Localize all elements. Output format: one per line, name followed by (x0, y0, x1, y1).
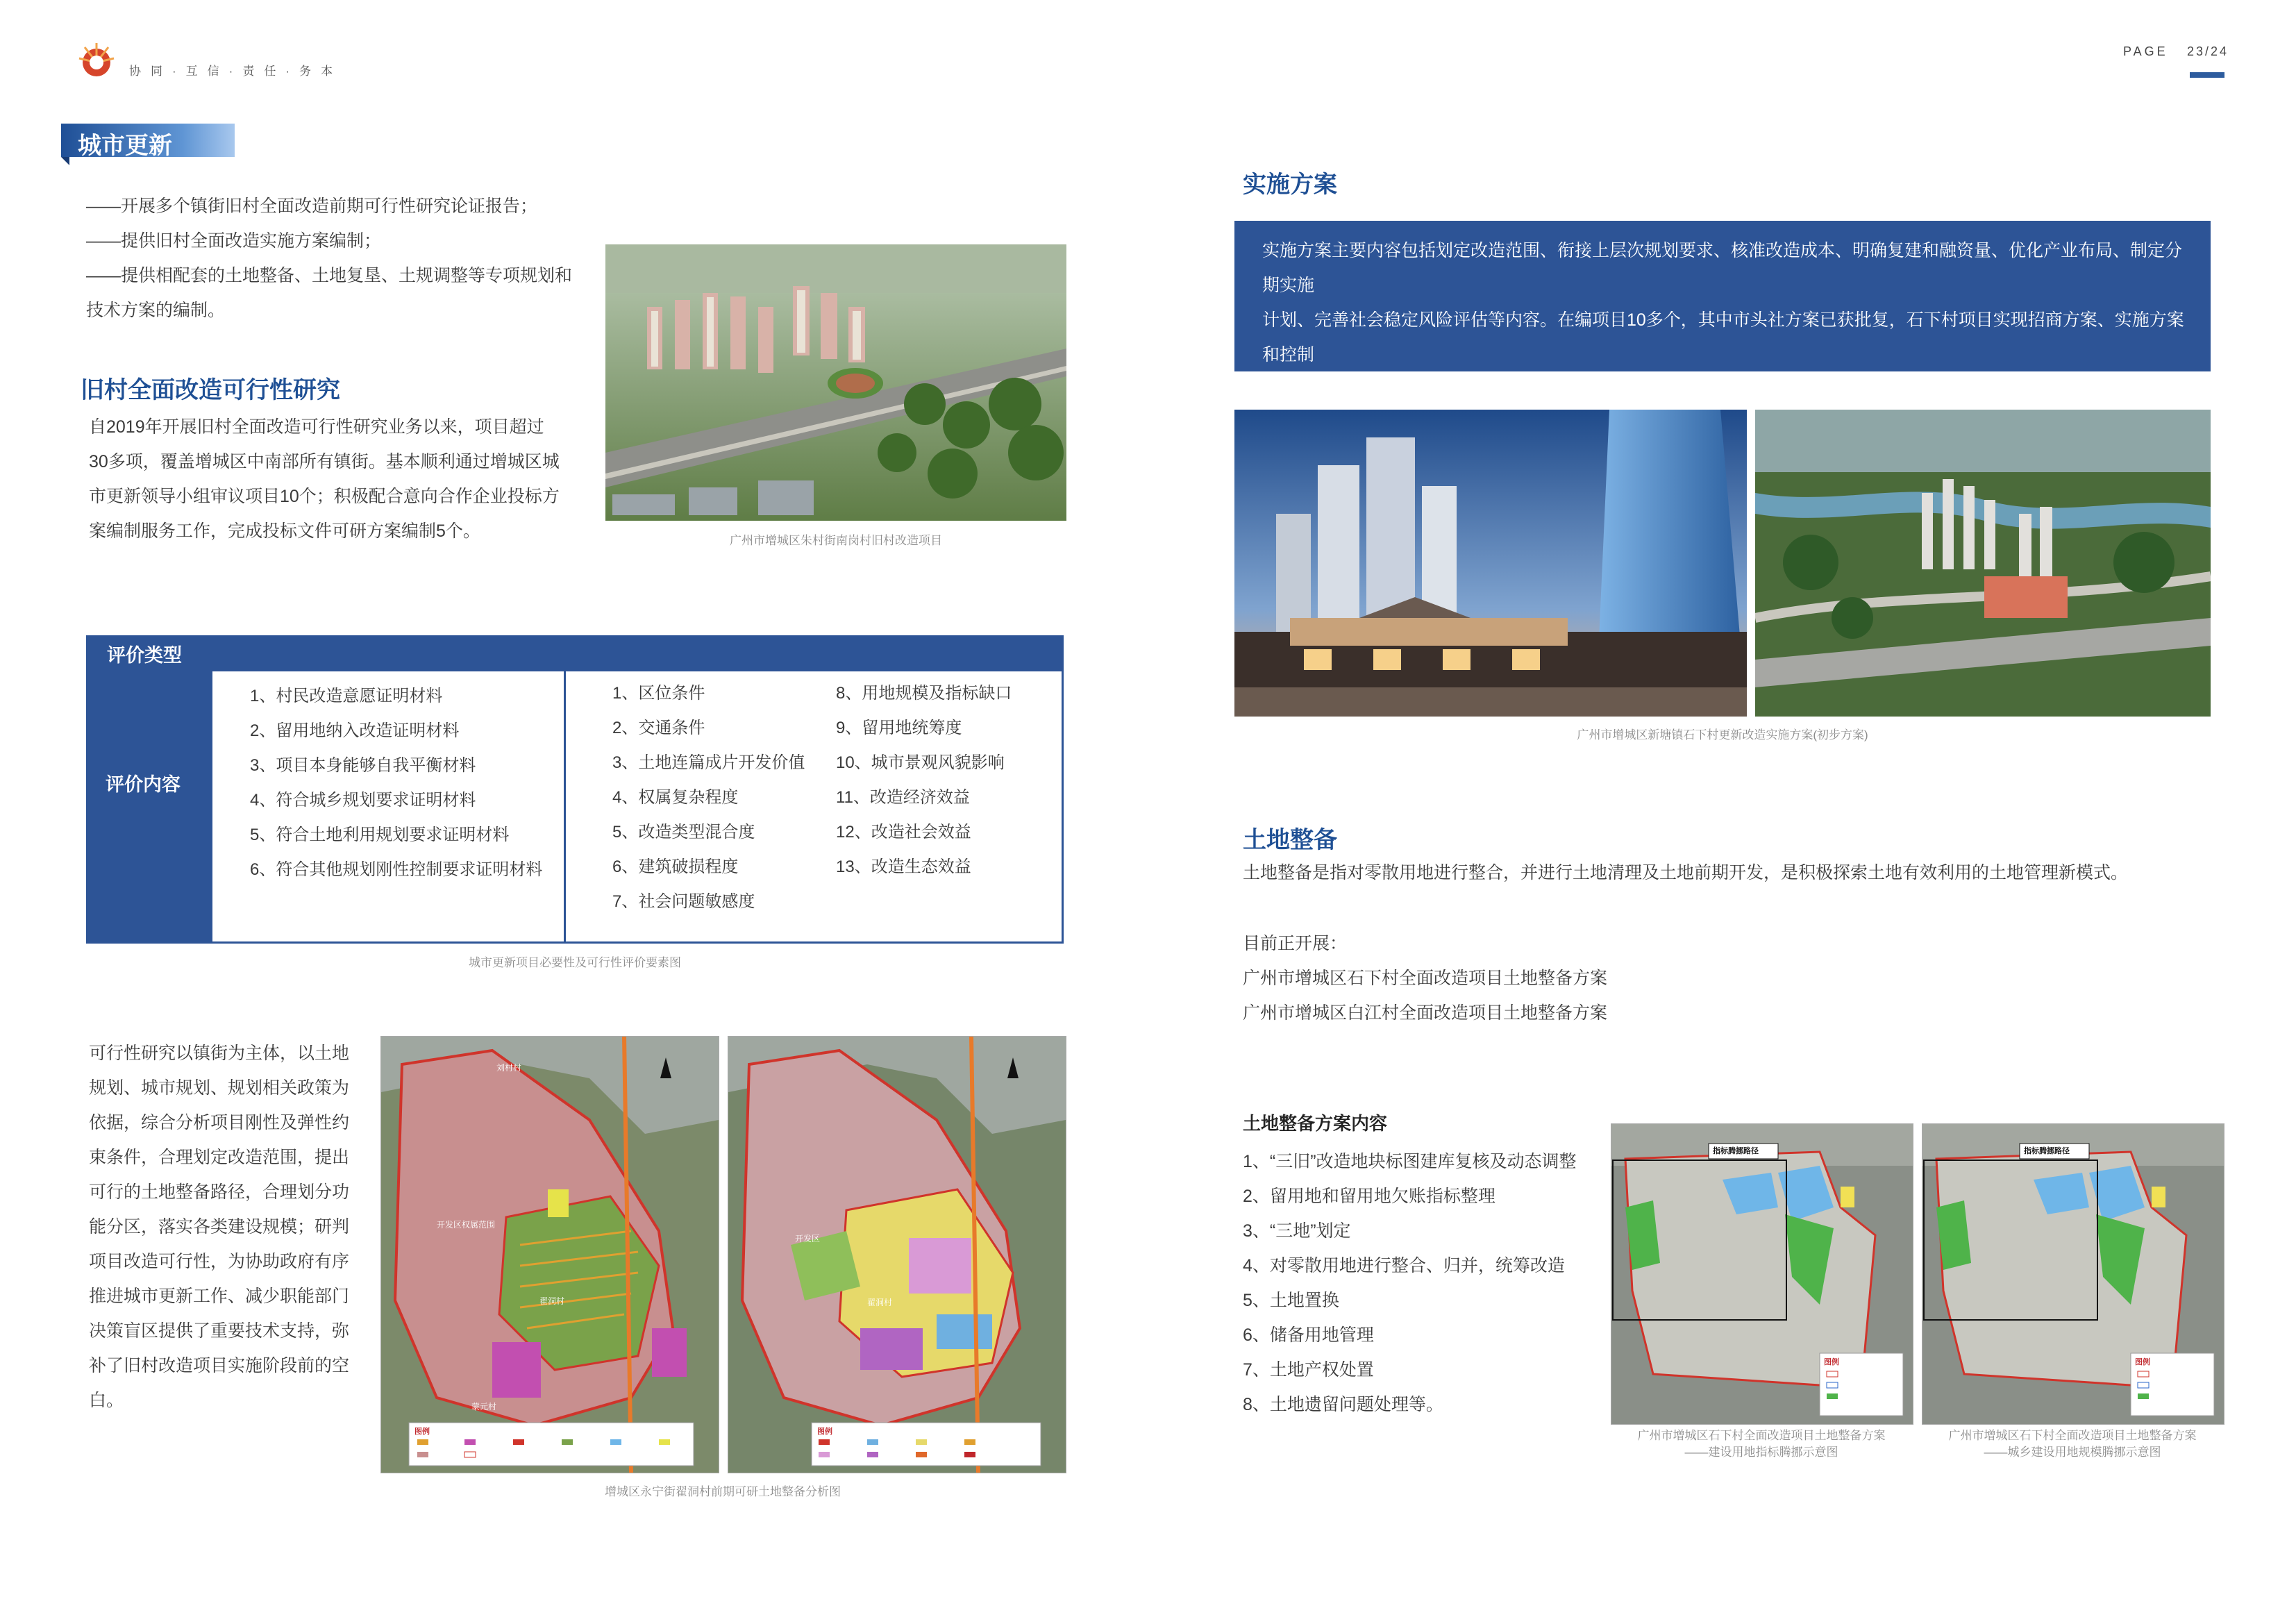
eval-item: 12、改造社会效益 (836, 823, 971, 842)
analysis-line: 决策盲区提供了重要技术支持，弥 (89, 1321, 350, 1341)
map-label-village-center: 翟洞村 (539, 1296, 565, 1306)
eval-item: 4、符合城乡规划要求证明材料 (250, 791, 476, 810)
map-legend-title: 图例 (2135, 1358, 2150, 1366)
feasibility-line: 30多项，覆盖增城区中南部所有镇街。基本顺利通过增城区城 (89, 452, 560, 471)
eval-table-side-label: 评价内容 (106, 774, 181, 795)
intro-bullet: ——开展多个镇街旧村全面改造前期可行性研究论证报告； (86, 196, 538, 216)
land-ongoing-label: 目前正开展： (1243, 934, 1348, 953)
eval-item: 5、符合土地利用规划要求证明材料 (250, 826, 510, 844)
plan-photo-caption: 广州市增城区新塘镇石下村更新改造实施方案(初步方案) (1577, 728, 1868, 742)
river-aerial-photo (1755, 410, 2211, 717)
eval-item: 2、留用地纳入改造证明材料 (250, 721, 460, 740)
analysis-line: 项目改造可行性，为协助政府有序 (89, 1252, 350, 1271)
plan-title: 实施方案 (1243, 171, 1337, 198)
map-box-label: 指标腾挪路径 (2024, 1147, 2070, 1155)
eval-item: 10、城市景观风貌影响 (836, 753, 1005, 772)
intro-bullet: ——提供相配套的土地整备、土地复垦、土规调整等专项规划和 (86, 266, 573, 285)
analysis-line: 依据，综合分析项目刚性及弹性约 (89, 1113, 350, 1132)
map-legend-title: 图例 (1824, 1358, 1839, 1366)
company-logo-icon (78, 40, 115, 78)
eval-col-factors-a (612, 676, 805, 919)
eval-item: 1、区位条件 (612, 684, 705, 703)
land-analysis-map-1 (380, 1036, 719, 1473)
page-number: 23/24 (2187, 44, 2229, 58)
plan-text-line: 实施方案主要内容包括划定改造范围、衔接上层次规划要求、核准改造成本、明确复建和融资量、优化产业布局、制定分期实施 (1262, 241, 2183, 295)
eval-table-side (86, 671, 212, 944)
analysis-paragraph (89, 1036, 367, 1418)
land-content-title: 土地整备方案内容 (1243, 1113, 1388, 1134)
map-label-village-south: 蒙元村 (471, 1402, 497, 1412)
land-content-item: 4、对零散用地进行整合、归并，统筹改造 (1243, 1256, 1565, 1275)
analysis-line: 白。 (89, 1391, 124, 1410)
analysis-line: 可行性研究以镇街为主体，以土地 (89, 1044, 350, 1063)
eval-item: 1、村民改造意愿证明材料 (250, 687, 443, 705)
feasibility-line: 案编制服务工作，完成投标文件可研方案编制5个。 (89, 521, 480, 541)
land-map-2-caption (1915, 1428, 2230, 1461)
analysis-line: 能分区，落实各类建设规模；研判 (89, 1217, 350, 1237)
map-box-label: 指标腾挪路径 (1713, 1147, 1759, 1155)
feasibility-paragraph (89, 410, 596, 549)
land-ongoing-item: 广州市增城区石下村全面改造项目土地整备方案 (1243, 969, 1608, 988)
company-slogan: 协同·互信·责任·务本 (129, 65, 342, 78)
land-content-item: 3、“三地”划定 (1243, 1221, 1351, 1241)
night-tower-photo (1234, 410, 1747, 717)
plan-text-line: 计划、完善社会稳定风险评估等内容。在编项目10多个，其中市头社方案已获批复，石下村项目实现招商方案、实施方案和控制 (1262, 310, 2184, 365)
eval-table-header (86, 635, 1064, 671)
feasibility-title: 旧村全面改造可行性研究 (81, 377, 340, 403)
intro-bullets (86, 189, 593, 328)
land-content-item: 2、留用地和留用地欠账指标整理 (1243, 1187, 1495, 1206)
eval-col-factors-b (836, 676, 1012, 885)
eval-col-materials (250, 679, 542, 887)
eval-item: 6、建筑破损程度 (612, 857, 739, 876)
eval-item: 2、交通条件 (612, 719, 705, 737)
aerial-render-photo (605, 244, 1066, 521)
land-title: 土地整备 (1243, 827, 1337, 853)
analysis-line: 推进城市更新工作、减少职能部门 (89, 1287, 350, 1306)
analysis-line: 束条件，合理划定改造范围，提出 (89, 1148, 350, 1167)
eval-item: 9、留用地统筹度 (836, 719, 962, 737)
eval-table-divider (564, 671, 566, 944)
land-map-1 (1611, 1123, 1913, 1425)
eval-item: 4、权属复杂程度 (612, 788, 739, 807)
feasibility-line: 市更新领导小组审议项目10个；积极配合意向合作企业投标方 (89, 487, 560, 506)
eval-table-header-label: 评价类型 (107, 645, 182, 666)
caption-line: ——建设用地指标腾挪示意图 (1684, 1446, 1838, 1459)
intro-bullet: 技术方案的编制。 (86, 301, 226, 320)
map-label-zone: 开发区权属范围 (437, 1220, 496, 1230)
land-map-1-caption (1604, 1428, 1919, 1461)
intro-bullet: ——提供旧村全面改造实施方案编制； (86, 231, 382, 251)
eval-item: 3、土地连篇成片开发价值 (612, 753, 805, 772)
land-content-item: 1、“三旧”改造地块标图建库复核及动态调整 (1243, 1152, 1577, 1171)
caption-line: 广州市增城区石下村全面改造项目土地整备方案 (1637, 1429, 1886, 1442)
map-label-village-center: 翟洞村 (867, 1298, 893, 1307)
land-map-2 (1922, 1123, 2224, 1425)
eval-item: 7、社会问题敏感度 (612, 892, 755, 911)
map-legend-title: 图例 (414, 1428, 430, 1436)
land-analysis-map-2 (728, 1036, 1066, 1473)
section-tag-fold (61, 157, 69, 165)
map-label-village-north: 刘村村 (496, 1063, 522, 1073)
plan-text-line: 性详细规划调整方案全程服务的工作方式。 (1262, 380, 1593, 399)
analysis-line: 可行的土地整备路径，合理划分功 (89, 1182, 350, 1202)
feasibility-line: 自2019年开展旧村全面改造可行性研究业务以来，项目超过 (89, 417, 544, 437)
map-label-zone: 开发区 (795, 1234, 821, 1244)
land-content-item: 8、土地遗留问题处理等。 (1243, 1395, 1443, 1414)
page-indicator-bar (2190, 72, 2224, 78)
land-content-item: 6、储备用地管理 (1243, 1325, 1374, 1345)
eval-item: 13、改造生态效益 (836, 857, 971, 876)
plan-text (1262, 233, 2193, 407)
eval-item: 5、改造类型混合度 (612, 823, 755, 842)
eval-item: 3、项目本身能够自我平衡材料 (250, 756, 476, 775)
map-legend-title: 图例 (817, 1428, 832, 1436)
analysis-line: 补了旧村改造项目实施阶段前的空 (89, 1356, 350, 1375)
land-description: 土地整备是指对零散用地进行整合，并进行土地清理及土地前期开发，是积极探索土地有效利用的土地管理新模式。 (1243, 863, 2129, 882)
land-content-list (1243, 1144, 1611, 1422)
aerial-photo-caption: 广州市增城区朱村街南岗村旧村改造项目 (730, 534, 942, 547)
page-label: PAGE (2123, 44, 2168, 58)
land-ongoing-item: 广州市增城区白江村全面改造项目土地整备方案 (1243, 1003, 1608, 1023)
eval-item: 8、用地规模及指标缺口 (836, 684, 1012, 703)
eval-item: 11、改造经济效益 (836, 788, 970, 807)
eval-table-caption: 城市更新项目必要性及可行性评价要素图 (469, 956, 681, 969)
land-content-item: 7、土地产权处置 (1243, 1360, 1374, 1380)
section-tag-text: 城市更新 (78, 133, 172, 159)
caption-line: 广州市增城区石下村全面改造项目土地整备方案 (1948, 1429, 2197, 1442)
eval-item: 6、符合其他规划刚性控制要求证明材料 (250, 860, 543, 879)
analysis-map-caption: 增城区永宁街翟洞村前期可研土地整备分析图 (605, 1485, 841, 1498)
land-content-item: 5、土地置换 (1243, 1291, 1339, 1310)
analysis-line: 规划、城市规划、规划相关政策为 (89, 1078, 350, 1098)
caption-line: ——城乡建设用地规模腾挪示意图 (1984, 1446, 2161, 1459)
